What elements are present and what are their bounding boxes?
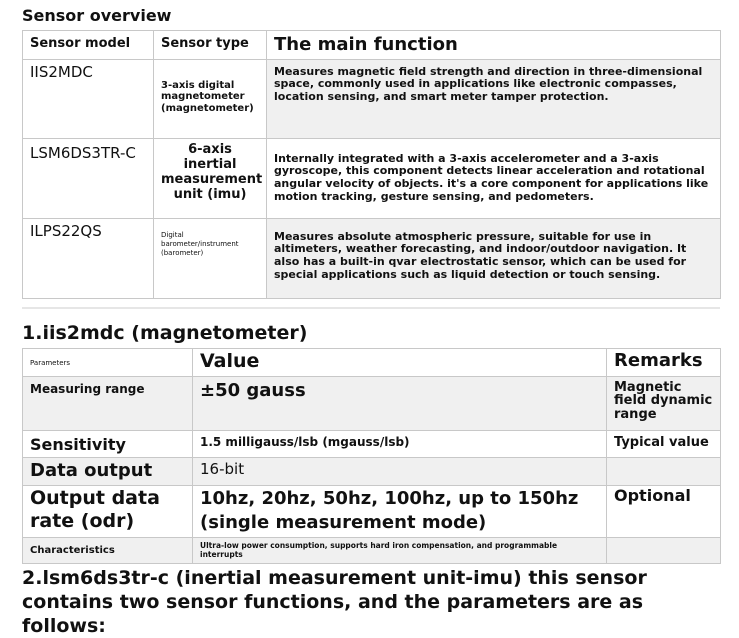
table-row <box>23 458 721 486</box>
param-name: Data output <box>30 460 153 482</box>
table-row <box>23 376 721 430</box>
sensor-function: Measures absolute atmospheric pressure, suitable for use in altimeters, weather forecasting, and indoor/outdoor navigation. It also has a built-in qvar electrostatic sensor, which can be used for special applications such as liquid detection or touch sensing. <box>274 229 687 281</box>
param-name: Output data rate (odr) <box>30 487 160 533</box>
table-row <box>23 138 721 218</box>
table-header-row <box>23 31 721 60</box>
sensor-function: Measures magnetic field strength and direction in three-dimensional space, commonly used in applications like electronic compasses, location sensing, and smart meter tamper protection. <box>274 64 703 103</box>
table-header-row <box>23 349 721 377</box>
header-main-function: The main function <box>274 34 458 55</box>
header-remarks: Remarks <box>614 350 703 371</box>
header-sensor-type: Sensor type <box>161 36 249 51</box>
param-remark: Typical value <box>614 434 709 450</box>
header-value: Value <box>200 350 260 372</box>
param-name: Sensitivity <box>30 434 126 454</box>
magnetometer-parameters-table <box>22 348 721 564</box>
param-remark <box>607 458 720 464</box>
param-value: 16-bit <box>200 460 245 479</box>
sensor-type: Digital barometer/instrument (barometer) <box>161 230 239 257</box>
sensor-type: 6-axis inertial measurement unit (imu) <box>161 141 263 202</box>
param-remark: Optional <box>614 486 691 506</box>
sensor-function: Internally integrated with a 3-axis accelerometer and a 3-axis gyroscope, this component detects linear acceleration and rotational angular velocity of objects. it's a core component for applications like motion tracking, gesture sensing, and pedometers. <box>274 151 709 203</box>
table-row <box>23 430 721 457</box>
param-name: Characteristics <box>30 545 115 557</box>
sensor-model: LSM6DS3TR-C <box>30 143 136 162</box>
param-value: 1.5 milligauss/lsb (mgauss/lsb) <box>200 434 410 449</box>
table-row <box>23 486 721 538</box>
param-name: Measuring range <box>30 381 145 396</box>
header-parameters: Parameters <box>30 359 71 367</box>
section1-title: 1.iis2mdc (magnetometer) <box>22 322 308 344</box>
param-remark: Magnetic field dynamic range <box>614 379 713 423</box>
param-remark <box>607 538 720 544</box>
sensor-model: ILPS22QS <box>30 221 102 240</box>
sensor-overview-table <box>22 30 721 299</box>
sensor-model: IIS2MDC <box>30 62 93 81</box>
section-divider <box>22 307 720 309</box>
header-sensor-model: Sensor model <box>30 36 131 51</box>
param-value: Ultra-low power consumption, supports hard iron compensation, and programmable interrupts <box>200 541 558 560</box>
section2-title: 2.lsm6ds3tr-c (inertial measurement unit-imu) this sensor contains two sensor functions, and the parameters are as follows: <box>22 567 647 637</box>
param-value: ±50 gauss <box>200 379 306 401</box>
table-row <box>23 218 721 298</box>
param-value: 10hz, 20hz, 50hz, 100hz, up to 150hz (single measurement mode) <box>200 488 579 533</box>
table-row <box>23 59 721 138</box>
sensor-type: 3-axis digital magnetometer (magnetometer) <box>161 79 254 114</box>
overview-title: Sensor overview <box>22 6 172 25</box>
table-row <box>23 538 721 564</box>
